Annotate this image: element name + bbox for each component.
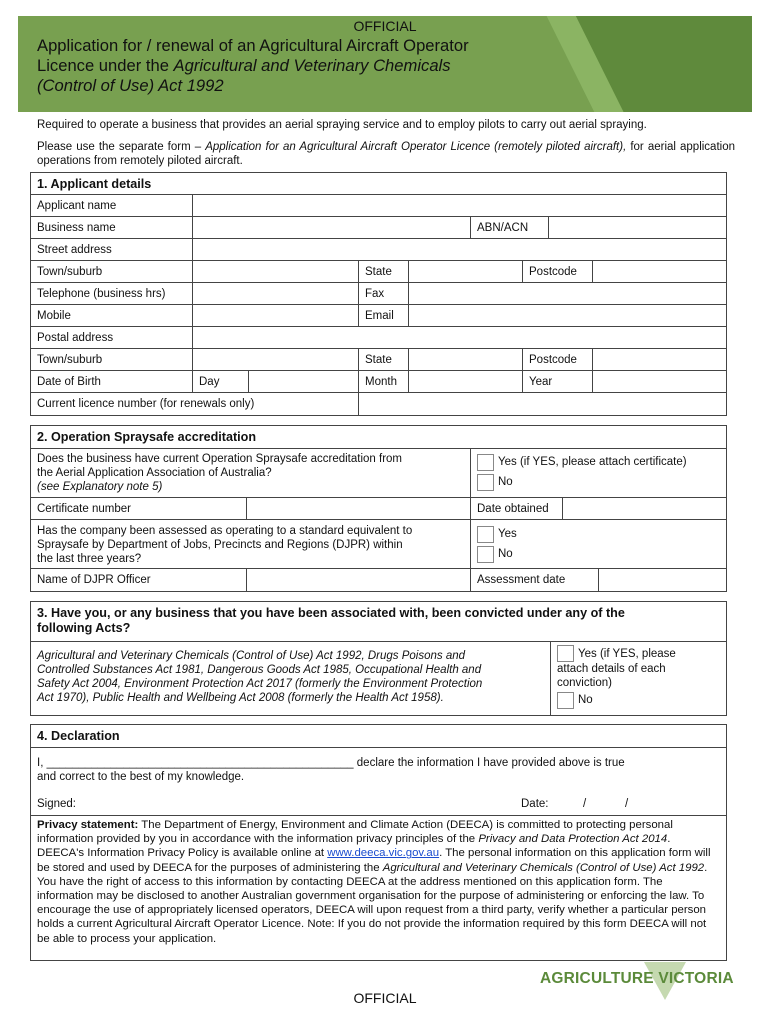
licence-number-field[interactable] — [359, 393, 726, 415]
spraysafe-options: Yes (if YES, please attach certificate) No — [471, 449, 726, 497]
deeca-website-link[interactable]: www.deeca.vic.gov.au — [327, 847, 440, 860]
date-slash-2: / — [625, 798, 629, 810]
title-line-2: Licence under the Agricultural and Veterinary Chemicals — [37, 56, 451, 75]
label-certificate-number: Certificate number — [31, 498, 247, 519]
label-day: Day — [193, 371, 249, 392]
intro-para-2: Please use the separate form – Application for an Agricultural Aircraft Operator Licence (remotely piloted aircraft), for aerial application operations from remotely piloted aircraft. — [37, 141, 735, 167]
classification-bottom: OFFICIAL — [353, 990, 417, 1006]
label-djpr-officer: Name of DJPR Officer — [31, 569, 247, 591]
business-name-field[interactable] — [193, 217, 471, 238]
day-field[interactable] — [249, 371, 359, 392]
djpr-officer-field[interactable] — [247, 569, 471, 591]
label-town: Town/suburb — [31, 261, 193, 282]
signed-label: Signed: — [37, 798, 77, 810]
label-date-obtained: Date obtained — [471, 498, 563, 519]
assessment-date-field[interactable] — [599, 569, 726, 591]
label-mobile: Mobile — [31, 305, 193, 326]
logo-text: AGRICULTURE VICTORIA — [540, 970, 734, 987]
section-4-heading: 4. Declaration — [31, 725, 726, 748]
declaration-block — [31, 748, 726, 816]
page-title — [37, 36, 557, 96]
date-slash-1: / — [583, 798, 587, 810]
acts-list: Agricultural and Veterinary Chemicals (Control of Use) Act 1992, Drugs Poisons and Controlled Substances Act 1981, Dangerous Goods Act 1985, Occupational Health and Safety Act 2004, Environment Protection Act 2017 (formerly the Environment Protection Act 1970), Public Health and Wellbeing Act 2008 (formerly the Health Act 1958). — [31, 642, 551, 715]
label-street-address: Street address — [31, 239, 193, 260]
section-applicant-details — [30, 172, 727, 416]
convictions-yes-checkbox[interactable] — [557, 645, 574, 662]
label-postal-town: Town/suburb — [31, 349, 193, 370]
spraysafe-yes-checkbox[interactable] — [477, 454, 494, 471]
djpr-no-checkbox[interactable] — [477, 546, 494, 563]
spraysafe-no-checkbox[interactable] — [477, 474, 494, 491]
label-email: Email — [359, 305, 409, 326]
label-postal-address: Postal address — [31, 327, 193, 348]
label-applicant-name: Applicant name — [31, 195, 193, 216]
classification-top: OFFICIAL — [353, 18, 417, 34]
label-telephone: Telephone (business hrs) — [31, 283, 193, 304]
spraysafe-question: Does the business have current Operation Spraysafe accreditation from the Aerial Application Association of Australia? (see Explanatory note 5) — [31, 449, 471, 497]
privacy-statement: Privacy statement: The Department of Energy, Environment and Climate Action (DEECA) is committed to protecting personal information provided by you in accordance with the information privacy principles of the Privacy and Data Protection Act 2014. DEECA's Information Privacy Policy is available online at www.deeca.vic.gov.au. The personal information on this application form will be stored and used by DEECA for the purposes of administering the Agricultural and Veterinary Chemicals (Control of Use) Act 1992. You have the right of access to this information by contacting DEECA at the address mentioned on this application form. The information may be disclosed to another Australian government organisation for the purpose of administering or enforcing the law. To encourage the use of appropriately licensed operators, DEECA will upon request from a third party, verify whether a particular person holds a current Agricultural Aircraft Operator Licence. Note: If you do not provide the information required by this form DEECA will not be able to process your application. — [37, 819, 711, 945]
fax-field[interactable] — [409, 283, 726, 304]
label-postal-state: State — [359, 349, 409, 370]
telephone-field[interactable] — [193, 283, 359, 304]
postal-postcode-field[interactable] — [593, 349, 726, 370]
street-address-field[interactable] — [193, 239, 726, 260]
label-postal-postcode: Postcode — [523, 349, 593, 370]
label-month: Month — [359, 371, 409, 392]
djpr-options: Yes No — [471, 520, 726, 568]
label-abn: ABN/ACN — [471, 217, 549, 238]
postal-address-field[interactable] — [193, 327, 726, 348]
applicant-name-field[interactable] — [193, 195, 726, 216]
section-spraysafe — [30, 425, 727, 592]
section-declaration — [30, 724, 727, 961]
year-field[interactable] — [593, 371, 726, 392]
certificate-number-field[interactable] — [247, 498, 471, 519]
postal-town-field[interactable] — [193, 349, 359, 370]
section-2-heading: 2. Operation Spraysafe accreditation — [31, 426, 726, 449]
section-1-heading: 1. Applicant details — [31, 173, 726, 195]
state-field[interactable] — [409, 261, 523, 282]
section-convictions — [30, 601, 727, 716]
month-field[interactable] — [409, 371, 523, 392]
section-3-heading: 3. Have you, or any business that you have been associated with, been convicted under any of the following Acts? — [31, 602, 726, 642]
label-fax: Fax — [359, 283, 409, 304]
mobile-field[interactable] — [193, 305, 359, 326]
email-field[interactable] — [409, 305, 726, 326]
label-assessment-date: Assessment date — [471, 569, 599, 591]
intro-para-1: Required to operate a business that provides an aerial spraying service and to employ pilots to carry out aerial spraying. — [37, 119, 647, 131]
postal-state-field[interactable] — [409, 349, 523, 370]
label-dob: Date of Birth — [31, 371, 193, 392]
date-label: Date: — [521, 798, 549, 810]
djpr-question: Has the company been assessed as operating to a standard equivalent to Spraysafe by Department of Jobs, Precincts and Regions (DJPR) within the last three years? — [31, 520, 471, 568]
label-business-name: Business name — [31, 217, 193, 238]
postcode-field[interactable] — [593, 261, 726, 282]
convictions-no-checkbox[interactable] — [557, 692, 574, 709]
djpr-yes-checkbox[interactable] — [477, 526, 494, 543]
label-postcode: Postcode — [523, 261, 593, 282]
title-line-1: Application for / renewal of an Agricultural Aircraft Operator — [37, 36, 469, 55]
town-field[interactable] — [193, 261, 359, 282]
abn-field[interactable] — [549, 217, 726, 238]
title-line-3: (Control of Use) Act 1992 — [37, 76, 224, 95]
convictions-options: Yes (if YES, please attach details of each conviction) No — [551, 642, 726, 715]
label-year: Year — [523, 371, 593, 392]
label-state: State — [359, 261, 409, 282]
label-licence-number: Current licence number (for renewals only) — [31, 393, 359, 415]
date-obtained-field[interactable] — [563, 498, 726, 519]
declaration-text: I, ________________________________________________ declare the information I have provided above is true and correct to the best of my knowledge. — [37, 757, 625, 783]
